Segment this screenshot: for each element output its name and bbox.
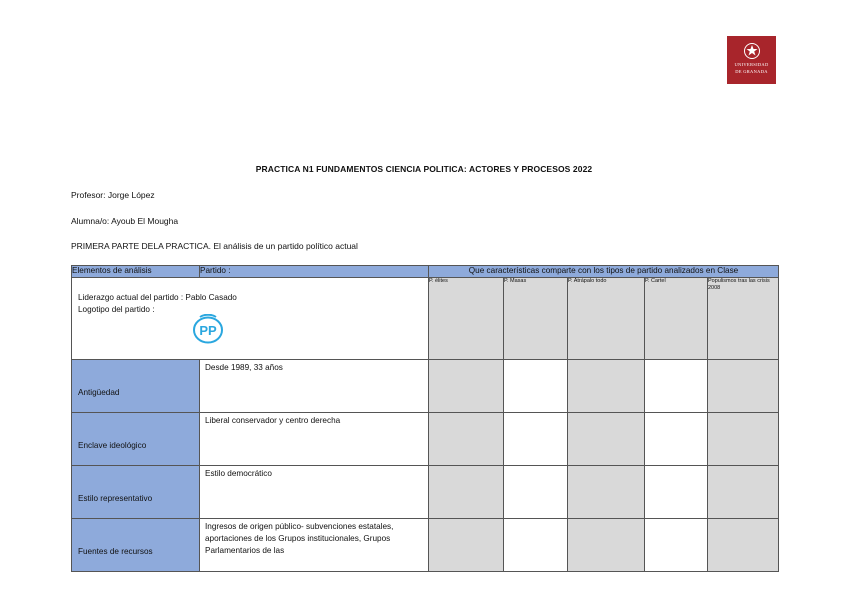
row-value[interactable] (200, 519, 429, 572)
section-line: PRIMERA PARTE DELA PRACTICA. El análisis de un partido político actual (71, 241, 358, 251)
row-label: Antigüedad (72, 360, 200, 413)
university-name-line2: DE GRANADA (735, 69, 768, 74)
row-label: Estilo representativo (72, 466, 200, 519)
cell-populismos[interactable] (708, 360, 779, 413)
leader-label: Liderazgo actual del partido : Pablo Casado (78, 293, 237, 302)
document-title: PRACTICA N1 FUNDAMENTOS CIENCIA POLITICA: ACTORES Y PROCESOS 2022 (255, 164, 593, 174)
table-header-row (72, 266, 779, 278)
cell-cartel[interactable] (645, 519, 708, 572)
subheader-elites: P. élites (429, 278, 504, 360)
row-value[interactable]: Estilo democrático (200, 466, 429, 519)
row-value[interactable]: Desde 1989, 33 años (200, 360, 429, 413)
cell-cartel[interactable] (645, 466, 708, 519)
table-row (72, 519, 779, 572)
leader-cell (72, 278, 429, 360)
cell-populismos[interactable] (708, 413, 779, 466)
cell-elites[interactable] (429, 413, 504, 466)
cell-elites[interactable] (429, 519, 504, 572)
cell-elites[interactable] (429, 360, 504, 413)
cell-atrapalo[interactable] (568, 466, 645, 519)
subheader-masas: P. Masas (504, 278, 568, 360)
table-row (72, 360, 779, 413)
cell-cartel[interactable] (645, 413, 708, 466)
university-logo (727, 36, 776, 84)
cell-atrapalo[interactable] (568, 519, 645, 572)
table-row (72, 466, 779, 519)
header-caracteristicas: Que características comparte con los tipos de partido analizados en Clase (429, 266, 779, 278)
cell-masas[interactable] (504, 519, 568, 572)
student-line: Alumna/o: Ayoub El Mougha (71, 216, 179, 226)
subheader-cartel: P. Cartel (645, 278, 708, 360)
cell-masas[interactable] (504, 413, 568, 466)
header-elementos: Elementos de análisis (72, 266, 200, 278)
row-value[interactable]: Liberal conservador y centro derecha (200, 413, 429, 466)
university-name-line1: UNIVERSIDAD (734, 62, 769, 67)
cell-atrapalo[interactable] (568, 413, 645, 466)
logo-label: Logotipo del partido : (78, 305, 155, 314)
leader-row (72, 278, 779, 360)
pp-party-logo (191, 314, 225, 344)
subheader-atrapalo: P. Atrápalo todo (568, 278, 645, 360)
row-value-text: Ingresos de origen público- subvenciones estatales, aportaciones de los Grupos institucionales, Grupos Parlamentarios de las (205, 522, 394, 555)
cell-elites[interactable] (429, 466, 504, 519)
cell-masas[interactable] (504, 360, 568, 413)
cell-cartel[interactable] (645, 360, 708, 413)
header-partido: Partido : (200, 266, 429, 278)
cell-masas[interactable] (504, 466, 568, 519)
professor-line: Profesor: Jorge López (71, 190, 155, 200)
analysis-table (71, 265, 779, 572)
cell-atrapalo[interactable] (568, 360, 645, 413)
table-row (72, 413, 779, 466)
subheader-populismos: Populismos tras las crisis 2008 (708, 278, 779, 360)
row-label: Enclave ideológico (72, 413, 200, 466)
cell-populismos[interactable] (708, 519, 779, 572)
row-label: Fuentes de recursos (72, 519, 200, 572)
pp-logo-text: PP (199, 323, 217, 338)
cell-populismos[interactable] (708, 466, 779, 519)
crest-icon (743, 42, 761, 60)
